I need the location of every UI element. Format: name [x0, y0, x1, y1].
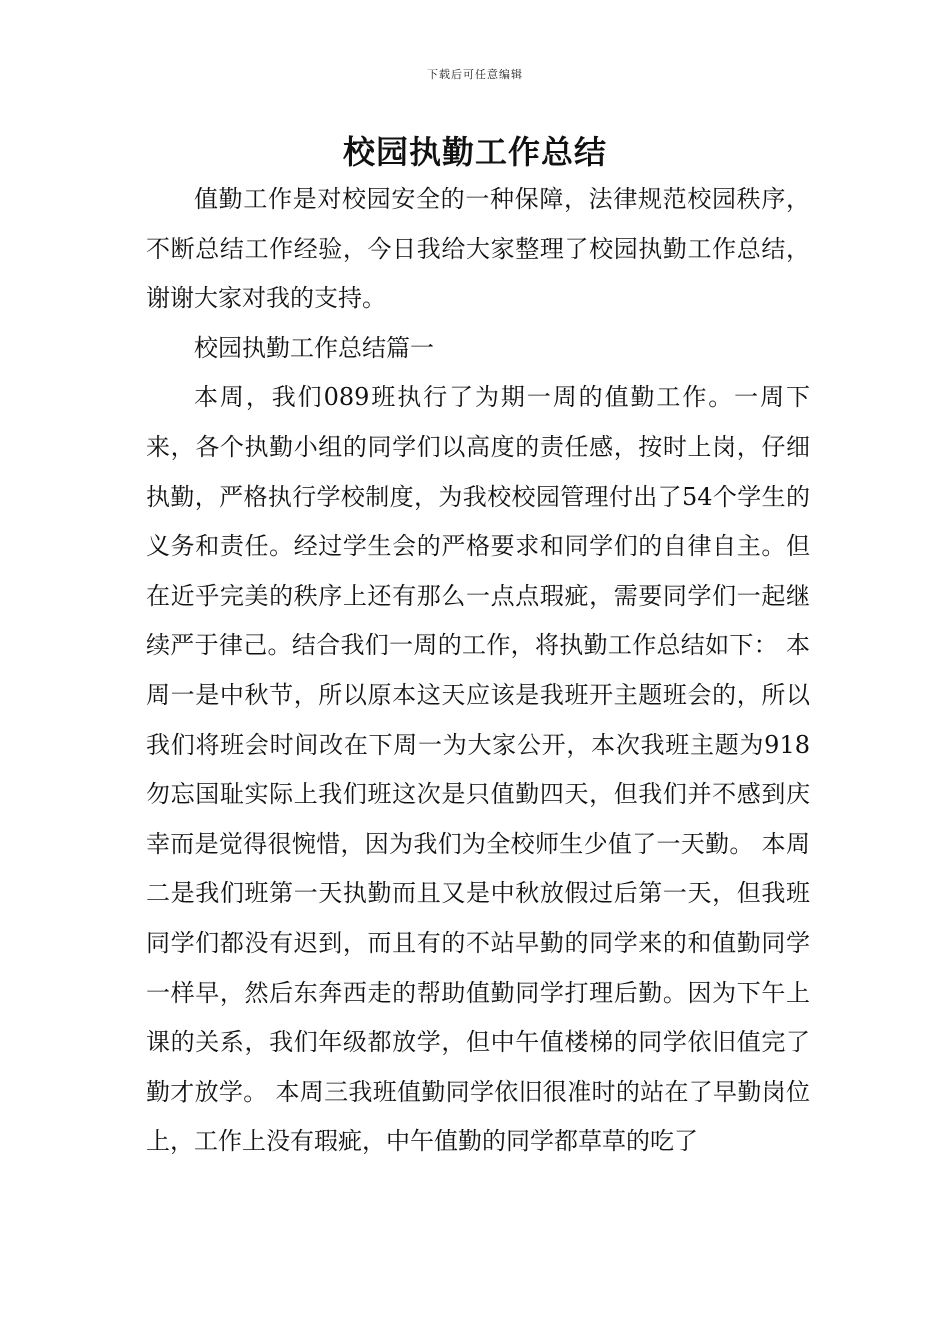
- document-body: [146, 175, 810, 1167]
- section-heading: 校园执勤工作总结篇一: [194, 333, 434, 362]
- document-title: 校园执勤工作总结: [342, 133, 607, 171]
- intro-paragraph: 值勤工作是对校园安全的一种保障，法律规范校园秩序，不断总结工作经验，今日我给大家整理了校园执勤工作总结，谢谢大家对我的支持。: [146, 185, 810, 313]
- header-note: 下载后可任意编辑: [427, 68, 523, 81]
- body-paragraph: 本周，我们089班执行了为期一周的值勤工作。一周下来，各个执勤小组的同学们以高度的责任感，按时上岗，仔细执勤，严格执行学校制度，为我校校园管理付出了54个学生的义务和责任。经过学生会的严格要求和同学们的自律自主。但在近乎完美的秩序上还有那么一点点瑕疵，需要同学们一起继续严于律己。结合我们一周的工作，将执勤工作总结如下： 本周一是中秋节，所以原本这天应该是我班开主题班会的，所以我们将班会时间改在下周一为大家公开，本次我班主题为918勿忘国耻实际上我们班这次是只值勤四天，但我们并不感到庆幸而是觉得很惋惜，因为我们为全校师生少值了一天勤。 本周二是我们班第一天执勤而且又是中秋放假过后第一天，但我班同学们都没有迟到，而且有的不站早勤的同学来的和值勤同学一样早，然后东奔西走的帮助值勤同学打理后勤。因为下午上课的关系，我们年级都放学，但中午值楼梯的同学依旧值完了勤才放学。 本周三我班值勤同学依旧很准时的站在了早勤岗位上，工作上没有瑕疵，中午值勤的同学都草草的吃了: [146, 383, 810, 1156]
